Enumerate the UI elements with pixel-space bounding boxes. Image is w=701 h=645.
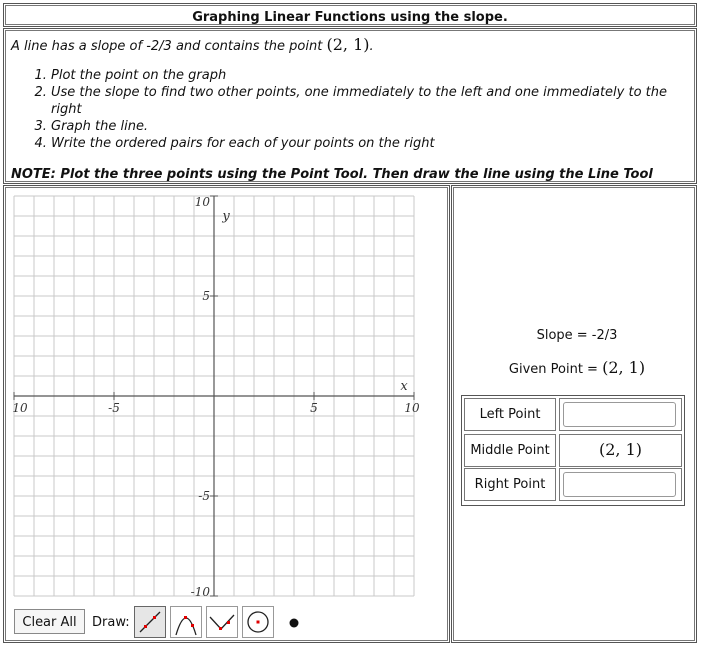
steps-list: [6, 67, 681, 152]
problem-statement: [11, 35, 374, 54]
x-tick-label: -5: [108, 401, 120, 415]
absolute-value-tool-icon: [207, 607, 237, 637]
instructions-box-inner: [5, 30, 695, 182]
circle-tool-icon: [243, 607, 273, 637]
point-tool-icon: [279, 607, 309, 637]
line-tool-icon: [135, 607, 165, 637]
graph-panel: [3, 185, 450, 643]
right-point-input[interactable]: [563, 472, 676, 497]
given-point-label: Given Point =: [508, 362, 603, 377]
problem-prefix: A line has a slope of -2/3 and contains the point: [11, 39, 327, 54]
parabola-tool-icon: [171, 607, 201, 637]
parabola-tool-button[interactable]: [170, 606, 202, 638]
step-item: 3. Graph the line.: [51, 118, 681, 135]
note-text: NOTE: Plot the three points using the Point Tool. Then draw the line using the Line Tool: [11, 167, 653, 182]
x-tick-label: 5: [310, 401, 318, 415]
right-point-cell: [559, 468, 682, 501]
slope-text: Slope = -2/3: [536, 328, 618, 343]
given-point-value: (2, 1): [602, 358, 646, 377]
page-title: Graphing Linear Functions using the slope.: [192, 10, 508, 25]
middle-point-value: (2, 1): [598, 440, 642, 459]
x-tick-label: 10: [404, 401, 420, 415]
left-point-input[interactable]: [563, 402, 676, 427]
point-tool-button[interactable]: [278, 606, 310, 638]
circle-tool-button[interactable]: [242, 606, 274, 638]
step-item: 1. Plot the point on the graph: [51, 67, 681, 84]
y-tick-label: 10: [194, 195, 210, 209]
draw-label: Draw:: [92, 615, 130, 630]
problem-suffix: .: [369, 39, 374, 54]
given-point-text: [454, 358, 700, 377]
x-axis-label: x: [400, 379, 408, 394]
right-point-label: Right Point: [464, 468, 556, 501]
graph-panel-inner: [5, 187, 448, 641]
middle-point-cell: [559, 434, 682, 467]
x-tick-label: 10: [12, 401, 28, 415]
left-point-label: Left Point: [464, 398, 556, 431]
absolute-value-tool-button[interactable]: [206, 606, 238, 638]
y-tick-label: -10: [190, 585, 210, 599]
clear-all-button[interactable]: Clear All: [14, 609, 85, 634]
title-box: [3, 3, 697, 27]
left-point-cell: [559, 398, 682, 431]
step-item: 2. Use the slope to find two other points, one immediately to the left and one immediately to the right: [51, 84, 681, 118]
points-table: [461, 395, 685, 506]
instructions-box: [3, 28, 697, 184]
y-tick-label: 5: [202, 289, 210, 303]
middle-point-label: Middle Point: [464, 434, 556, 467]
problem-point: (2, 1): [326, 35, 370, 54]
coordinate-grid[interactable]: [6, 188, 451, 608]
step-item: 4. Write the ordered pairs for each of your points on the right: [51, 135, 681, 152]
y-axis-label: y: [222, 209, 230, 224]
title-box-inner: [5, 5, 695, 25]
line-tool-button[interactable]: [134, 606, 166, 638]
y-tick-label: -5: [198, 489, 210, 503]
